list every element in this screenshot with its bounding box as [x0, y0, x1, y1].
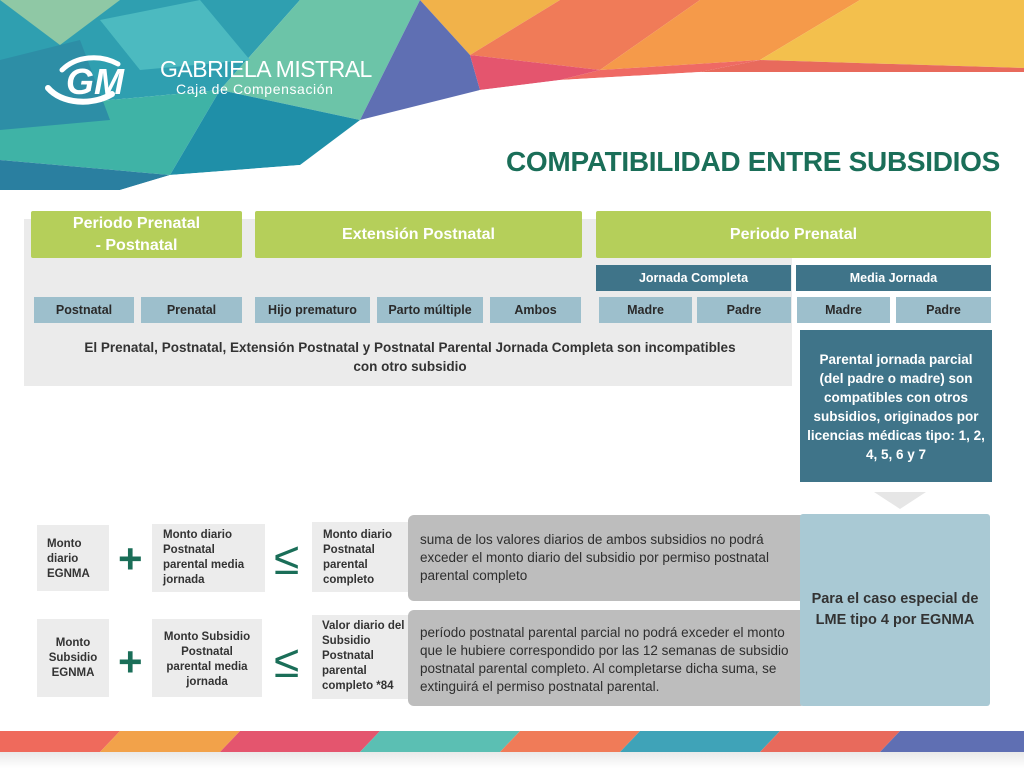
page-title: COMPATIBILIDAD ENTRE SUBSIDIOS — [506, 146, 1000, 177]
logo-letters: GM — [66, 61, 124, 102]
down-arrow-icon — [870, 492, 930, 510]
cell-padre-media: Padre — [896, 297, 991, 323]
header-prenatal-postnatal-line1: Periodo Prenatal — [72, 214, 201, 232]
formula1-c-line4: completo — [323, 574, 375, 586]
formula1-less-equal-icon: ≤ — [274, 532, 300, 584]
formula2-c-line2: Subsidio — [322, 635, 371, 647]
formula2-b-line2: Postnatal — [181, 646, 233, 658]
brand-subtitle: Caja de Compensación — [176, 81, 334, 97]
formula1-b-line4: jornada — [163, 574, 205, 586]
formula1-plus-icon: + — [118, 535, 143, 582]
formula2-plus-icon: + — [118, 638, 143, 685]
header-prenatal-postnatal-line2: - Postnatal — [95, 236, 178, 254]
parental-compatibility-note: Parental jornada parcial (del padre o madre) son compatibles con otros subsidios, originados por licencias médicas tipo: 1, 2, 4, 5, 6 y 7 — [800, 330, 992, 482]
header-periodo-prenatal: Periodo Prenatal — [596, 211, 991, 258]
header-prenatal-postnatal — [31, 211, 242, 258]
formula2-valor-diario-parental-completo — [312, 615, 408, 699]
bottom-decorative-banner — [0, 731, 1024, 752]
formula2-a-line3: EGNMA — [51, 667, 95, 679]
header-extension-postnatal: Extensión Postnatal — [255, 211, 582, 258]
formula1-c-line2: Postnatal — [323, 544, 375, 556]
formula2-monto-subsidio-parental-media — [152, 619, 262, 697]
formula2-monto-subsidio-egnma — [37, 619, 109, 697]
subheader-media-jornada: Media Jornada — [796, 265, 991, 291]
formula2-a-line1: Monto — [55, 637, 91, 649]
formula2-c-line5: completo *84 — [322, 680, 394, 692]
cell-prenatal: Prenatal — [141, 297, 242, 323]
cell-madre-completa: Madre — [599, 297, 692, 323]
formula2-b-line3: parental media — [166, 661, 248, 673]
incompatibility-note-line2: con otro subsidio — [353, 359, 467, 374]
cell-parto-multiple: Parto múltiple — [377, 297, 483, 323]
cell-postnatal: Postnatal — [34, 297, 134, 323]
formula1-a-line2: diario — [47, 553, 79, 565]
gm-logo — [42, 50, 152, 106]
formula1-a-line1: Monto — [47, 538, 82, 550]
formula2-b-line1: Monto Subsidio — [163, 631, 251, 643]
incompatibility-note — [40, 338, 780, 376]
incompatibility-note-line1: El Prenatal, Postnatal, Extensión Postnatal y Postnatal Parental Jornada Completa son incompatibles — [84, 340, 736, 355]
brand-name: GABRIELA MISTRAL — [160, 56, 372, 82]
formula1-monto-diario-parental-completo — [312, 522, 408, 592]
formula1-b-line2: Postnatal — [163, 544, 215, 556]
formula1-b-line1: Monto diario — [163, 529, 232, 541]
special-case-note: Para el caso especial de LME tipo 4 por EGNMA — [800, 514, 990, 706]
formula2-c-line3: Postnatal — [322, 650, 374, 662]
cell-padre-completa: Padre — [697, 297, 791, 323]
formula1-monto-diario-egnma — [37, 525, 109, 591]
formula1-a-line3: EGNMA — [47, 568, 90, 580]
cell-madre-media: Madre — [797, 297, 890, 323]
cell-ambos: Ambos — [490, 297, 581, 323]
formula1-c-line3: parental — [323, 559, 368, 571]
formula1-monto-diario-parental-media — [152, 524, 265, 592]
formula2-a-line2: Subsidio — [48, 652, 98, 664]
formula1-b-line3: parental media — [163, 559, 245, 571]
formula2-explanation: período postnatal parental parcial no podrá exceder el monto que le hubiere correspondido por las 12 semanas de subsidio postnatal parental completo. Al completarse dicha suma, se extinguirá el permiso postnatal parental. — [408, 610, 806, 706]
formula2-less-equal-icon: ≤ — [274, 635, 300, 687]
cell-hijo-prematuro: Hijo prematuro — [255, 297, 370, 323]
formula1-explanation: suma de los valores diarios de ambos subsidios no podrá exceder el monto diario del subsidio por permiso postnatal parental completo — [408, 515, 806, 601]
formula2-b-line4: jornada — [186, 676, 228, 688]
subheader-jornada-completa: Jornada Completa — [596, 265, 791, 291]
formula2-c-line1: Valor diario del — [322, 620, 405, 632]
formula1-c-line1: Monto diario — [323, 529, 392, 541]
bottom-shadow — [0, 752, 1024, 768]
formula2-c-line4: parental — [322, 665, 367, 677]
